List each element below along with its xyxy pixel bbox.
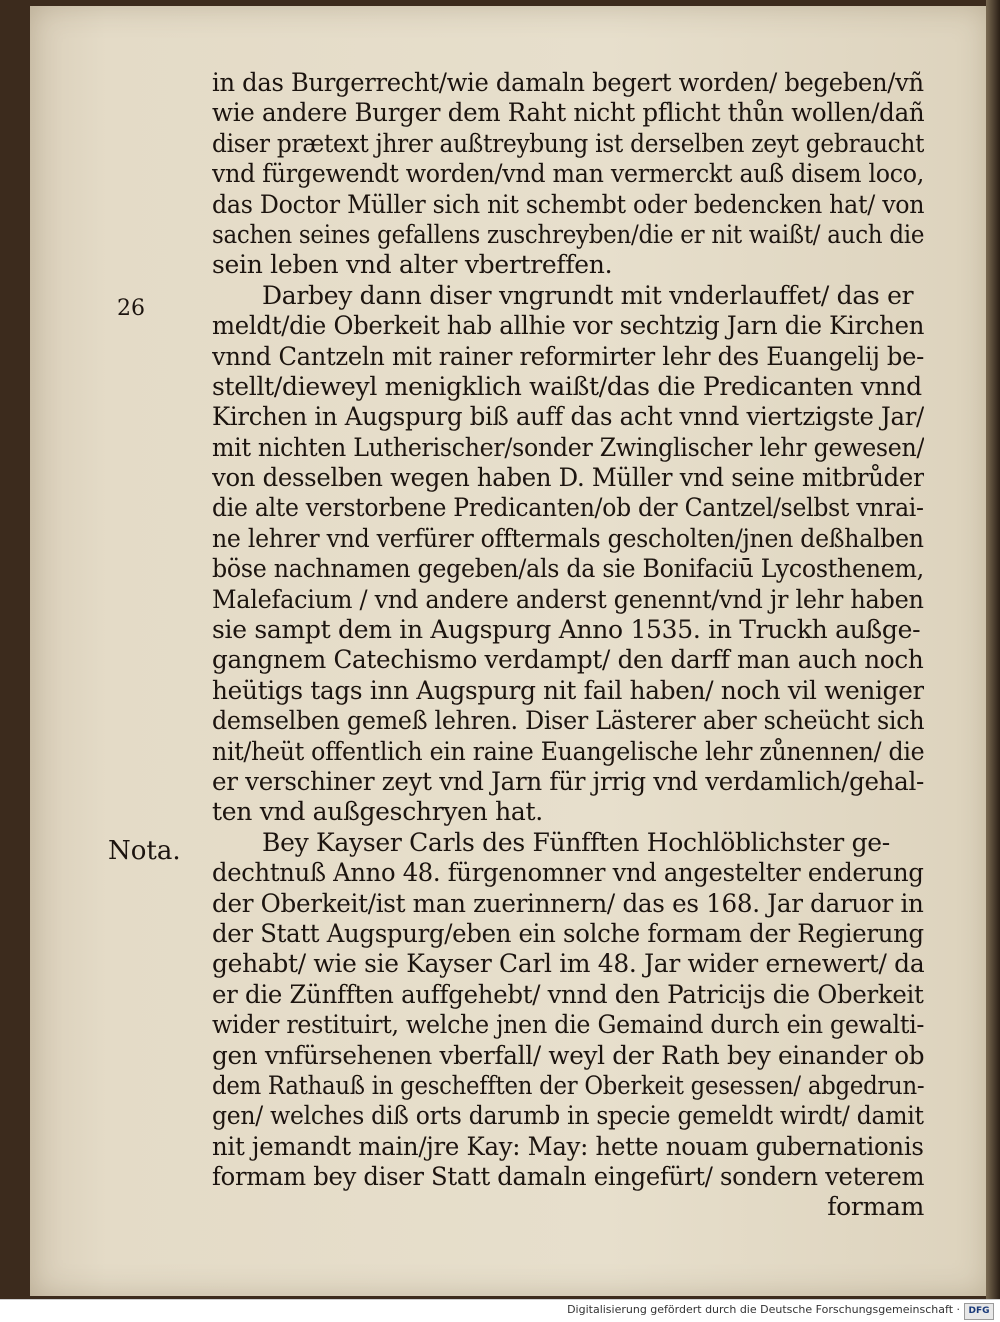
text-line: vnd fürgewendt worden/vnd man vermerckt auß disem loco, xyxy=(212,159,924,189)
text-line: sie sampt dem in Augspurg Anno 1535. in Truckh außge- xyxy=(212,615,921,645)
text-line: gangnem Catechismo verdampt/ den darff man auch noch xyxy=(212,645,924,675)
text-line: er verschiner zeyt vnd Jarn für jrrig vnd verdamlich/gehal- xyxy=(212,766,924,796)
text-line: das Doctor Müller sich nit schembt oder bedencken hat/ von xyxy=(212,189,924,219)
text-line: der Oberkeit/ist man zuerinnern/ das es 168. Jar daruor in xyxy=(212,888,924,918)
margin-note-number: 26 xyxy=(117,296,145,321)
text-line: gen/ welches diß orts darumb in specie gemeldt wirdt/ damit xyxy=(212,1101,924,1131)
text-line: gen vnfürsehenen vberfall/ weyl der Rath bey einander ob xyxy=(212,1040,924,1070)
funding-credit[interactable]: Digitalisierung gefördert durch die Deutsche Forschungsgemeinschaft · xyxy=(567,1303,960,1316)
dfg-logo-icon[interactable]: DFG xyxy=(964,1303,994,1320)
text-line: wie andere Burger dem Raht nicht pflicht thůn wollen/dañ xyxy=(212,98,924,128)
text-line: die alte verstorbene Predicanten/ob der Cantzel/selbst vnrai- xyxy=(212,493,924,523)
margin-note-nota: Nota. xyxy=(108,836,181,866)
text-line: Kirchen in Augspurg biß auff das acht vnnd viertzigste Jar/ xyxy=(212,402,924,432)
text-line: demselben gemeß lehren. Diser Lästerer aber scheücht sich xyxy=(212,706,924,736)
footer-bar xyxy=(0,1299,1000,1322)
text-line: Bey Kayser Carls des Fünfften Hochlöblichster ge- xyxy=(262,827,890,857)
text-line: er die Zünfften auffgehebt/ vnnd den Patricijs die Oberkeit xyxy=(212,979,924,1009)
text-line: vnnd Cantzeln mit rainer reformirter lehr des Euangelij be- xyxy=(212,341,924,371)
text-line: mit nichten Lutherischer/sonder Zwinglischer lehr gewesen/ xyxy=(212,432,924,462)
text-line: nit/heüt offentlich ein raine Euangelische lehr zůnennen/ die xyxy=(212,736,924,766)
text-line: dem Rathauß in geschefften der Oberkeit gesessen/ abgedrun- xyxy=(212,1070,924,1100)
body-text xyxy=(212,68,924,1223)
text-line: der Statt Augspurg/eben ein solche formam der Regierung xyxy=(212,918,924,948)
text-line: ne lehrer vnd verfürer offtermals gescholten/jnen deßhalben xyxy=(212,523,924,553)
text-line: wider restituirt, welche jnen die Gemaind durch ein gewalti- xyxy=(212,1010,924,1040)
text-line: sachen seines gefallens zuschreyben/die er nit waißt/ auch die xyxy=(212,219,924,249)
text-line: formam bey diser Statt damaln eingefürt/ sondern veterem xyxy=(212,1162,924,1192)
text-line: Darbey dann diser vngrundt mit vnderlauffet/ das er xyxy=(262,280,914,310)
text-line: ten vnd außgeschryen hat. xyxy=(212,797,543,827)
text-line: dechtnuß Anno 48. fürgenomner vnd angestelter enderung xyxy=(212,858,924,888)
text-line: Malefacium / vnd andere anderst genennt/vnd jr lehr haben xyxy=(212,584,924,614)
text-line: stellt/dieweyl menigklich waißt/das die Predicanten vnnd xyxy=(212,371,922,401)
text-line: in das Burgerrecht/wie damaln begert worden/ begeben/vñ xyxy=(212,68,924,97)
text-line: heütigs tags inn Augspurg nit fail haben/ noch vil weniger xyxy=(212,675,924,705)
book-edge xyxy=(986,0,1000,1300)
text-line: meldt/die Oberkeit hab allhie vor sechtzig Jarn die Kirchen xyxy=(212,311,924,341)
text-line: gehabt/ wie sie Kayser Carl im 48. Jar wider ernewert/ da xyxy=(212,949,924,979)
text-line: diser prætext jhrer außtreybung ist derselben zeyt gebraucht xyxy=(212,128,924,158)
catchword: formam xyxy=(827,1192,924,1222)
text-line: böse nachnamen gegeben/als da sie Bonifaciū Lycosthenem, xyxy=(212,554,924,584)
text-line: von desselben wegen haben D. Müller vnd seine mitbrůder xyxy=(212,463,924,493)
text-line: nit jemandt main/jre Kay: May: hette nouam gubernationis xyxy=(212,1131,924,1161)
text-line: sein leben vnd alter vbertreffen. xyxy=(212,250,613,280)
